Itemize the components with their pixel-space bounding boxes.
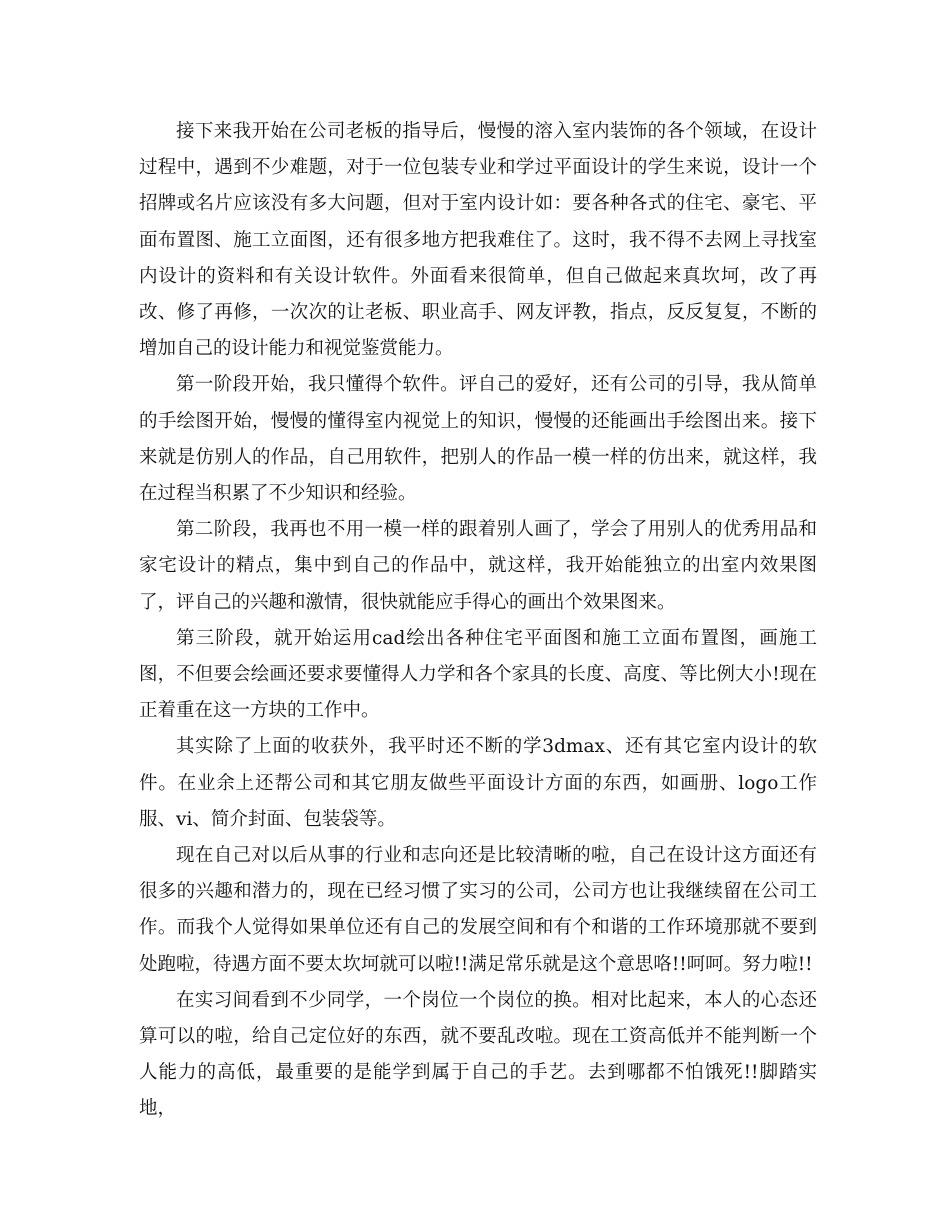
paragraph-stage-three: 第三阶段，就开始运用cad绘出各种住宅平面图和施工立面布置图，画施工图，不但要会绘画还要求要懂得人力学和各个家具的长度、高度、等比例大小!现在正着重在这一方块的工作中。 — [139, 627, 817, 722]
paragraph-other-gains: 其实除了上面的收获外，我平时还不断的学3dmax、还有其它室内设计的软件。在业余上还帮公司和其它朋友做些平面设计方面的东西，如画册、logo工作服、vi、简介封面、包装袋等。 — [139, 736, 817, 830]
paragraph-internship-reflection: 在实习间看到不少同学，一个岗位一个岗位的换。相对比起来，本人的心态还算可以的啦，给自己定位好的东西，就不要乱改啦。现在工资高低并不能判断一个人能力的高低，最重要的是能学到属于自己的手艺。去到哪都不怕饿死!!脚踏实地， — [139, 989, 817, 1120]
paragraph-stage-two: 第二阶段，我再也不用一模一样的跟着别人画了，学会了用别人的优秀用品和家宅设计的精点，集中到自己的作品中，就这样，我开始能独立的出室内效果图了，评自己的兴趣和激情，很快就能应手得心的画出个效果图来。 — [139, 519, 817, 613]
paragraph-design-learning: 接下来我开始在公司老板的指导后，慢慢的溶入室内装饰的各个领域，在设计过程中，遇到不少难题，对于一位包装专业和学过平面设计的学生来说，设计一个招牌或名片应该没有多大问题，但对于室内设计如：要各种各式的住宅、豪宅、平面布置图、施工立面图，还有很多地方把我难住了。这时，我不得不去网上寻找室内设计的资料和有关设计软件。外面看来很简单，但自己做起来真坎坷，改了再改、修了再修，一次次的让老板、职业高手、网友评教，指点，反反复复，不断的增加自己的设计能力和视觉鉴赏能力。 — [139, 121, 817, 360]
paragraph-stage-one: 第一阶段开始，我只懂得个软件。评自己的爱好，还有公司的引导，我从简单的手绘图开始，慢慢的懂得室内视觉上的知识，慢慢的还能画出手绘图出来。接下来就是仿别人的作品，自己用软件，把别人的作品一模一样的仿出来，就这样，我在过程当积累了不少知识和经验。 — [139, 374, 817, 505]
document-body — [139, 114, 817, 1128]
paragraph-career-outlook: 现在自己对以后从事的行业和志向还是比较清晰的啦，自己在设计这方面还有很多的兴趣和潜力的，现在已经习惯了实习的公司，公司方也让我继续留在公司工作。而我个人觉得如果单位还有自己的发展空间和有个和谐的工作环境那就不要到处跑啦，待遇方面不要太坎坷就可以啦!!满足常乐就是这个意思咯!!呵呵。努力啦!! — [139, 845, 817, 975]
